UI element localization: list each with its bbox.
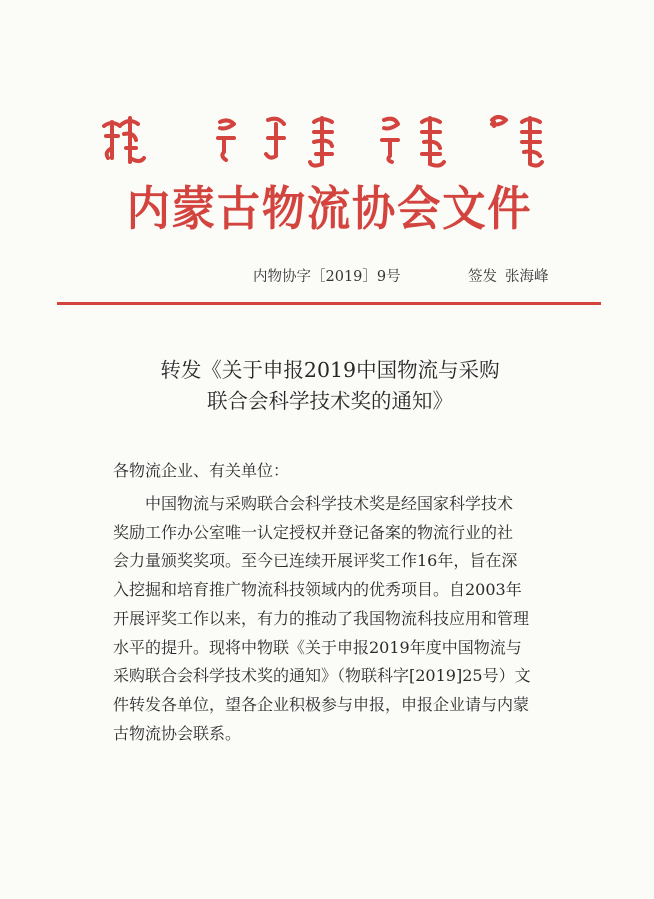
organization-title: 内蒙古物流协会文件	[126, 182, 533, 237]
signer-label: 签发	[468, 269, 497, 285]
signer-name: 张海峰	[505, 269, 549, 285]
body-line: 中国物流与采购联合会科学技术奖是经国家科学技术	[145, 494, 514, 513]
notice-title-line-2: 联合会科学技术奖的通知》	[207, 389, 453, 413]
red-divider-line	[57, 302, 601, 305]
body-line: 古物流协会联系。	[113, 723, 242, 743]
signer-block	[468, 265, 549, 286]
body-line: 水平的提升。现将中物联《关于申报2019年度中国物流与	[113, 637, 522, 657]
mongolian-script-heading	[100, 112, 555, 172]
document-number: 内物协字［2019］9号	[253, 269, 401, 285]
body-line: 入挖掘和培育推广物流科技领域内的优秀项目。自2003年	[113, 580, 522, 600]
body-line: 采购联合会科学技术奖的通知》（物联科字[2019]25号）文	[113, 666, 531, 686]
body-line: 奖励工作办公室唯一认定授权并登记备案的物流行业的社	[113, 522, 514, 542]
notice-title-line-1: 转发《关于申报2019中国物流与采购	[160, 358, 500, 382]
body-paragraph	[113, 490, 553, 748]
body-line: 会力量颁奖奖项。至今已连续开展评奖工作16年，旨在深	[113, 551, 518, 571]
notice-title	[80, 355, 580, 417]
body-line: 件转发各单位，望各企业积极参与申报，申报企业请与内蒙	[113, 694, 530, 714]
body-line: 开展评奖工作以来，有力的推动了我国物流科技应用和管理	[113, 608, 530, 628]
salutation: 各物流企业、有关单位：	[113, 461, 290, 480]
